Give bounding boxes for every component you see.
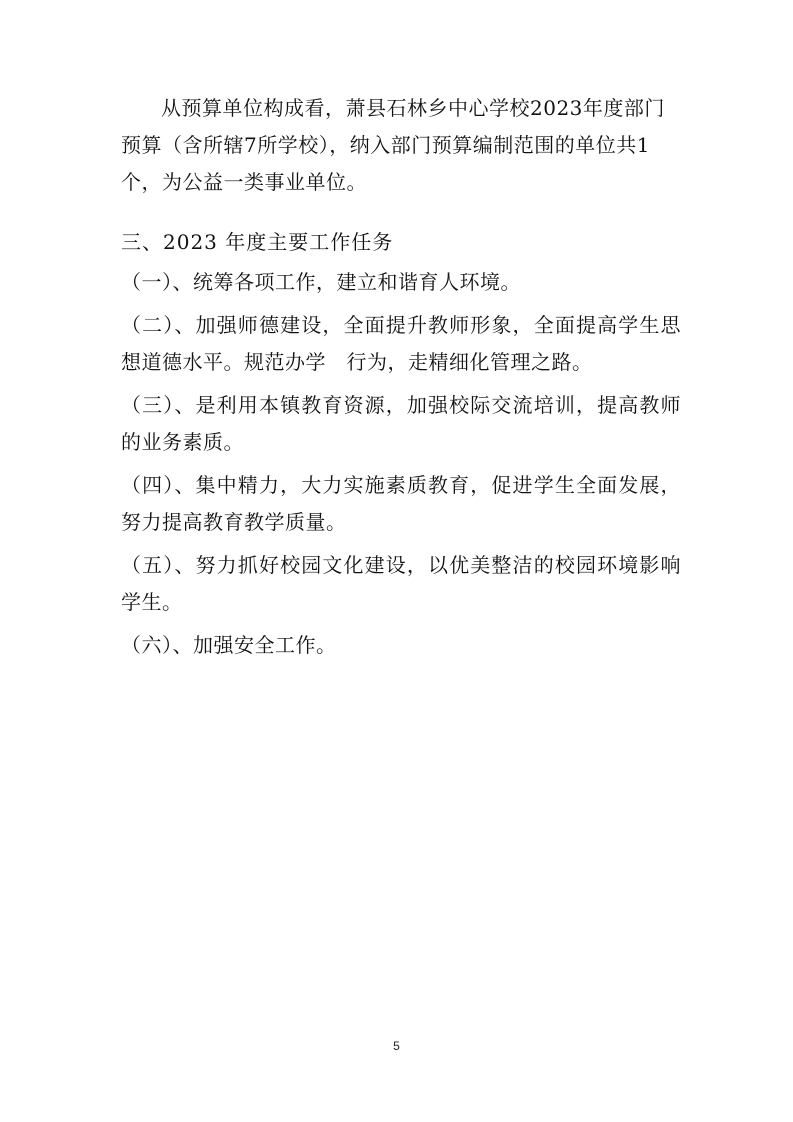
section-heading: 三、2023 年度主要工作任务 (121, 230, 394, 254)
intro-paragraph: 从预算单位构成看，萧县石林乡中心学校2023年度部门预算（含所辖7所学校），纳入部门预算编制范围的单位共1个，为公益一类事业单位。 (121, 96, 665, 194)
task-item-6: （六）、加强安全工作。 (121, 633, 337, 657)
task-item-4: （四）、集中精力，大力实施素质教育，促进学生全面发展，努力提高教育教学质量。 (121, 473, 681, 534)
task-item-2: （二）、加强师德建设，全面提升教师形象，全面提高学生思想道德水平。规范办学 行为，走精细化管理之路。 (121, 313, 681, 374)
task-item-3: （三）、是利用本镇教育资源，加强校际交流培训，提高教师的业务素质。 (121, 393, 681, 454)
page-number: 5 (393, 1039, 400, 1053)
task-item-5: （五）、努力抓好校园文化建设，以优美整洁的校园环境影响学生。 (121, 553, 681, 614)
page-content (121, 90, 681, 664)
task-item-1: （一）、统筹各项工作，建立和谐育人环境。 (121, 270, 521, 294)
